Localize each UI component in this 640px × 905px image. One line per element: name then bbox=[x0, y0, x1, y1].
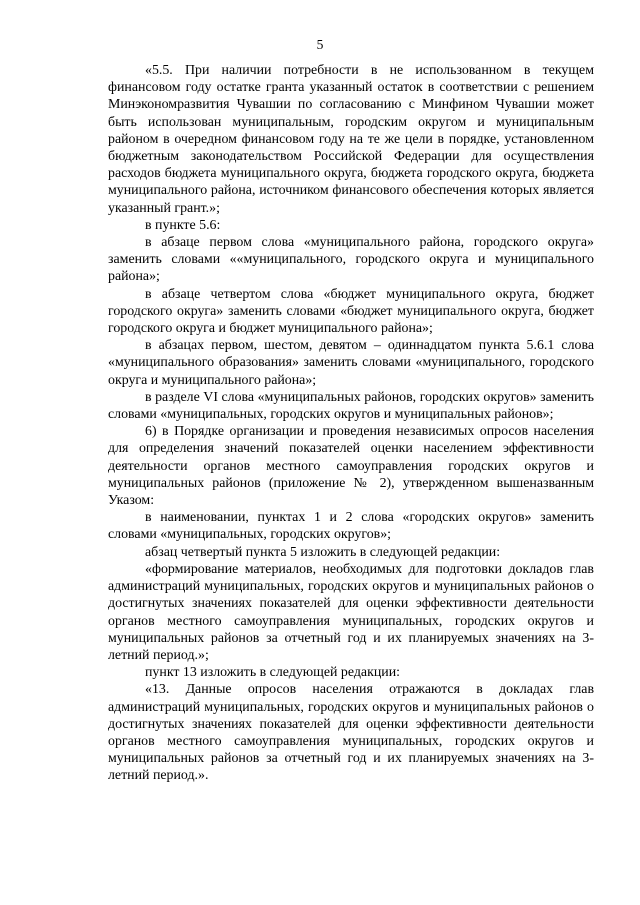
paragraph-13-text: «13. Данные опросов населения отражаются в докладах глав администраций муниципальных, городских округов и муниципальных районов о достигнутых значениях показателей для оценки эффективности деятельности органов местного самоуправления муниципальных, городских округов и муниципальных районов за отчетный год и их планируемых значениях на 3-летний период.». bbox=[108, 682, 594, 784]
paragraph-point-13: пункт 13 изложить в следующей редакции: bbox=[145, 665, 400, 681]
paragraph-first-abzac: в абзаце первом слова «муниципального района, городского округа» заменить словами ««муниципального, городского округа и муниципального района»; bbox=[108, 235, 594, 285]
paragraph-point-5-6: в пункте 5.6: bbox=[145, 217, 221, 233]
document-body bbox=[108, 62, 594, 785]
paragraph-point-5-fourth-abzac: абзац четвертый пункта 5 изложить в следующей редакции: bbox=[145, 544, 501, 560]
paragraph-item-6: 6) в Порядке организации и проведения независимых опросов населения для определения значений показателей оценки населением эффективности деятельности органов местного самоуправления городских округов и муниципальных районов (приложение № 2), утвержденном вышеназванным Указом: bbox=[108, 424, 594, 509]
paragraph-5-5: «5.5. При наличии потребности в не использованном в текущем финансовом году остатке гранта указанный остаток в соответствии с решением Минэкономразвития Чувашии по согласованию с Минфином Чувашии может быть использован муниципальным, городским округом и муниципальным районом в очередном финансовом году на те же цели в порядке, установленном бюджетным законодательством Российской Федерации для осуществления расходов бюджета муниципального округа, бюджета городского округа, бюджета муниципального района, источником финансового обеспечения которых является указанный грант.»; bbox=[108, 63, 594, 216]
paragraph-title-points-1-2: в наименовании, пунктах 1 и 2 слова «городских округов» заменить словами «муниципальных, городских округов»; bbox=[108, 510, 594, 543]
paragraph-forming-materials: «формирование материалов, необходимых для подготовки докладов глав администраций муниципальных, городских округов и муниципальных районов о достигнутых значениях показателей для оценки эффективности деятельности органов местного самоуправления муниципальных, городских округов и муниципальных районов за отчетный год и их планируемых значениях на 3-летний период.»; bbox=[108, 561, 594, 663]
page-number: 5 bbox=[316, 37, 324, 52]
paragraph-fourth-abzac: в абзаце четвертом слова «бюджет муниципального округа, бюджет городского округа» заменить словами «бюджет муниципального округа, бюджет городского округа и бюджет муниципального района»; bbox=[108, 286, 594, 337]
paragraph-section-vi: в разделе VI слова «муниципальных районов, городских округов» заменить словами «муниципальных, городских округов и муниципальных районов»; bbox=[108, 389, 594, 423]
paragraph-point-5-6-1: в абзацах первом, шестом, девятом – одиннадцатом пункта 5.6.1 слова «муниципального образования» заменить словами «муниципального, городского округа и муниципального района»; bbox=[108, 338, 594, 388]
